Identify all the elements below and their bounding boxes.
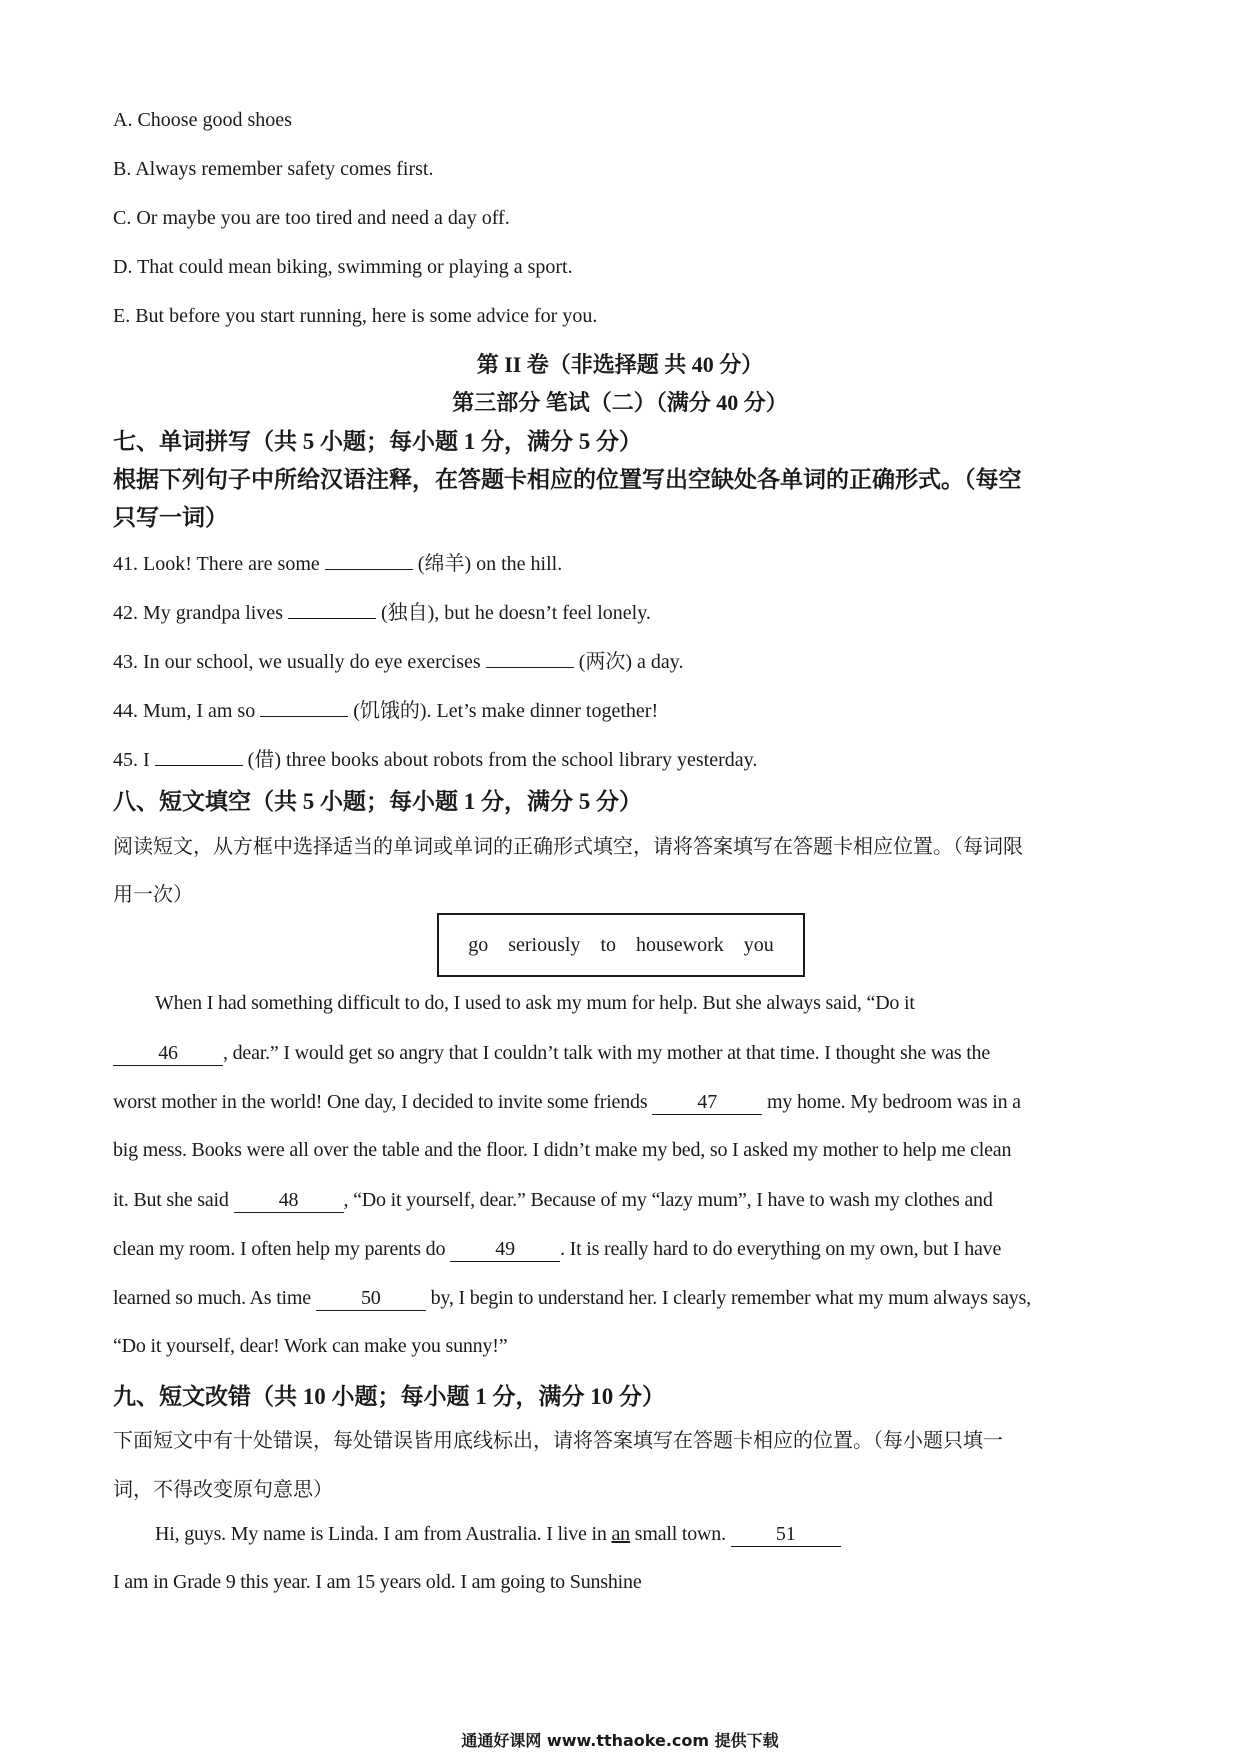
word-option: go xyxy=(468,933,489,956)
section7-instruction-2: 只写一词） xyxy=(113,505,228,530)
answer-blank-46[interactable]: 46 xyxy=(113,1041,223,1066)
passage-line: it. But she said 48 , “Do it yourself, dear.” Because of my “lazy mum”, I have to wash my clothes and xyxy=(113,1189,993,1211)
answer-blank-49[interactable]: 49 xyxy=(450,1237,560,1262)
passage-line: big mess. Books were all over the table and the floor. I didn’t make my bed, so I asked my mother to help me clean xyxy=(113,1139,1012,1161)
passage-line: 46 , dear.” I would get so angry that I couldn’t talk with my mother at that time. I thought she was the xyxy=(113,1041,990,1066)
option-e: E. But before you start running, here is some advice for you. xyxy=(113,305,598,327)
option-b: B. Always remember safety comes first. xyxy=(113,158,434,180)
question-41: 41. Look! There are some (绵羊) on the hill. xyxy=(113,545,562,579)
question-43: 43. In our school, we usually do eye exercises (两次) a day. xyxy=(113,643,683,677)
section7-instruction-1: 根据下列句子中所给汉语注释，在答题卡相应的位置写出空缺处各单词的正确形式。（每空 xyxy=(113,467,1022,492)
passage-line: I am in Grade 9 this year. I am 15 years old. I am going to Sunshine xyxy=(113,1571,642,1593)
section8-heading: 八、短文填空（共 5 小题；每小题 1 分，满分 5 分） xyxy=(113,789,642,814)
section9-instruction-1: 下面短文中有十处错误，每处错误皆用底线标出，请将答案填写在答题卡相应的位置。（每小题只填一 xyxy=(113,1430,1003,1452)
question-42: 42. My grandpa lives (独自), but he doesn’t feel lonely. xyxy=(113,594,651,628)
question-45: 45. I (借) three books about robots from the school library yesterday. xyxy=(113,741,757,775)
section8-instruction-2: 用一次） xyxy=(113,884,193,906)
answer-blank-45[interactable] xyxy=(155,741,243,766)
passage-line: learned so much. As time 50 by, I begin to understand her. I clearly remember what my mum always says, xyxy=(113,1287,1031,1309)
answer-blank-43[interactable] xyxy=(486,643,574,668)
word-option: you xyxy=(743,933,774,956)
answer-blank-44[interactable] xyxy=(260,692,348,717)
option-c: C. Or maybe you are too tired and need a day off. xyxy=(113,207,510,229)
section7-heading: 七、单词拼写（共 5 小题；每小题 1 分，满分 5 分） xyxy=(113,429,642,454)
question-44: 44. Mum, I am so (饥饿的). Let’s make dinner together! xyxy=(113,692,658,726)
word-option: seriously xyxy=(508,933,581,956)
answer-blank-47[interactable]: 47 xyxy=(652,1090,762,1115)
answer-blank-51[interactable]: 51 xyxy=(731,1522,841,1547)
section9-heading: 九、短文改错（共 10 小题；每小题 1 分，满分 10 分） xyxy=(113,1384,665,1409)
passage-line: When I had something difficult to do, I used to ask my mum for help. But she always said, “Do it xyxy=(155,992,915,1014)
volume-title: 第 II 卷（非选择题 共 40 分） xyxy=(476,352,764,377)
answer-blank-41[interactable] xyxy=(325,545,413,570)
passage-line: clean my room. I often help my parents do 49 . It is really hard to do everything on my own, but I have xyxy=(113,1238,1002,1260)
word-box xyxy=(437,913,805,977)
marked-error: an xyxy=(611,1523,630,1545)
answer-blank-50[interactable]: 50 xyxy=(316,1286,426,1311)
passage-line: “Do it yourself, dear! Work can make you sunny!” xyxy=(113,1335,508,1357)
section8-instruction-1: 阅读短文，从方框中选择适当的单词或单词的正确形式填空，请将答案填写在答题卡相应位置。（每词限 xyxy=(113,836,1023,858)
word-option: to xyxy=(600,933,616,956)
option-a: A. Choose good shoes xyxy=(113,109,292,131)
part-title: 第三部分 笔试（二）（满分 40 分） xyxy=(452,390,788,415)
answer-blank-42[interactable] xyxy=(288,594,376,619)
answer-blank-48[interactable]: 48 xyxy=(234,1188,344,1213)
section9-instruction-2: 词，不得改变原句意思） xyxy=(113,1479,333,1501)
page-footer: 通通好课网 www.tthaoke.com 提供下载 xyxy=(461,1731,779,1750)
word-option: housework xyxy=(636,933,724,956)
passage-line: worst mother in the world! One day, I decided to invite some friends 47 my home. My bedroom was in a xyxy=(113,1091,1021,1113)
option-d: D. That could mean biking, swimming or playing a sport. xyxy=(113,256,573,278)
passage-line: Hi, guys. My name is Linda. I am from Australia. I live in an small town. 51 xyxy=(155,1522,841,1547)
